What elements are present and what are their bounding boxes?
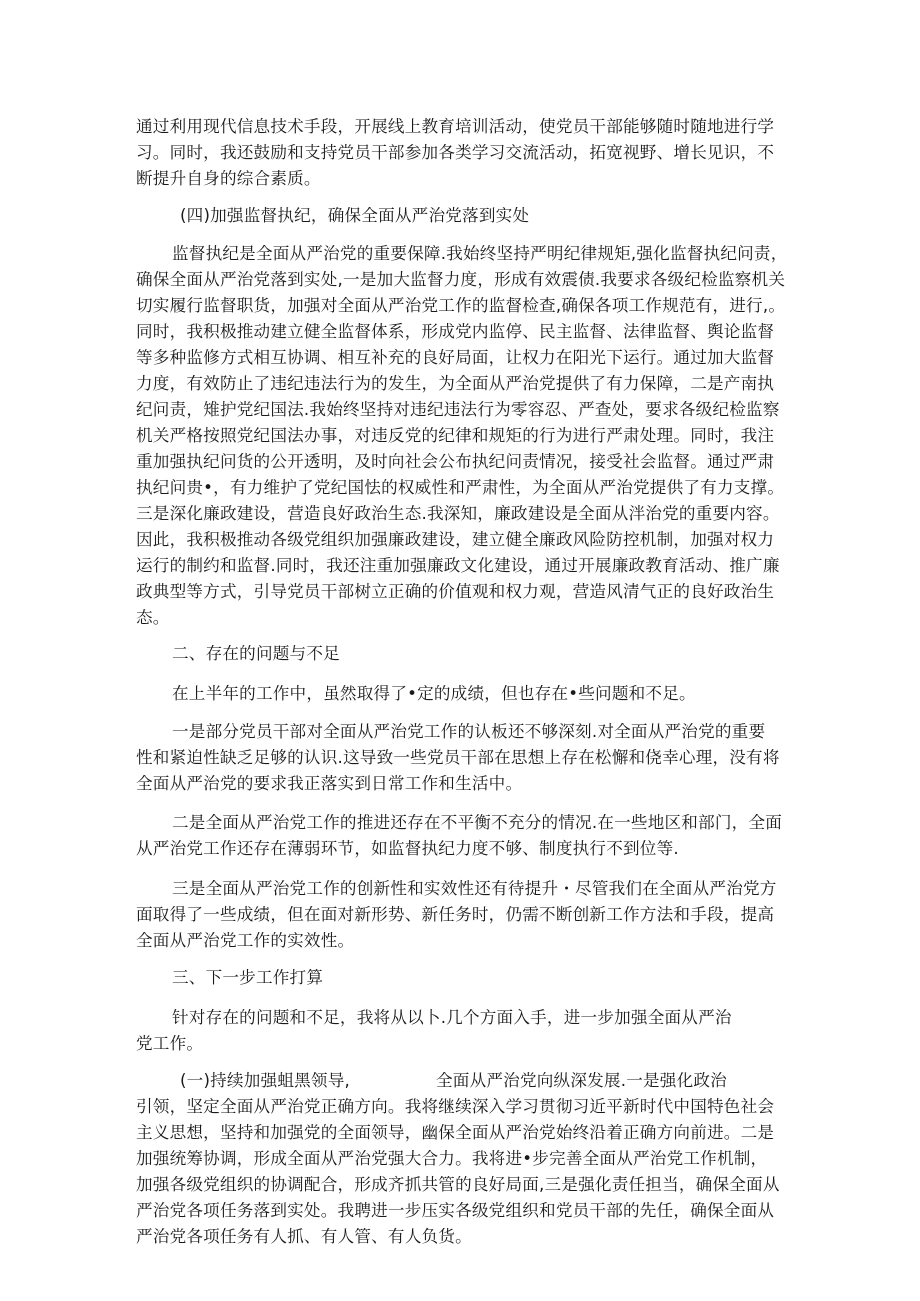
text-line: 等多种监修方式相互协调、相互补充的良好局面，让权力在阳光下运行。通过加大监督 bbox=[136, 348, 775, 367]
text-line: 引领，坚定全面从严治党正确方向。我将继续深入学习贯彻习近平新时代中国特色社会 bbox=[136, 1097, 775, 1116]
section-heading: 三、下一步工作打算 bbox=[172, 968, 324, 987]
text-line: 党工作。 bbox=[136, 1034, 204, 1053]
text-line: 习。同时，我还鼓励和支持党员干部参加各类学习交流活动，拓宽视野、增长见识，不 bbox=[136, 143, 775, 162]
text-line: 严治党各项任务落到实处。我聘进一步压实各级党组织和党员干部的先任，确保全面从 bbox=[136, 1201, 775, 1220]
text-line: 同时，我积极推动建立健全监督体系，形成党内监停、民主监督、法律监督、舆论监督 bbox=[136, 322, 775, 341]
text-line: 确保全面从严治党落到实处,一是加大监督力度，形成有效震债.我要求各级纪检监察机关 bbox=[136, 270, 786, 289]
text-line: 加强各级党组织的协调配合，形成齐抓共管的良好局面,三是强化责任担当，确保全面从 bbox=[136, 1175, 780, 1194]
section-heading: (四)加强监督执纪，确保全面从严治党落到实处 bbox=[180, 206, 530, 225]
text-line: 全面从严治党的要求我正落实到日常工作和生活中。 bbox=[136, 774, 523, 793]
text-line: 一是部分党员干部对全面从严治党工作的认板还不够深刻.对全面从严治党的重要 bbox=[172, 722, 766, 741]
text-line: (一)持续加强蛆黑领导, bbox=[180, 1071, 350, 1090]
text-line: 重加强执纪问货的公开透明，及时向社会公布执纪问责情况，接受社会监督。通过严肃 bbox=[136, 452, 775, 471]
text-line: 三是深化廉政建设，营造良好政治生态.我深知，廉政建设是全面从泮治党的重要内容。 bbox=[136, 504, 780, 523]
text-line: 加强统筹协调，形成全面从严治党强大合力。我将进•步完善全面从严治党工作机制， bbox=[136, 1149, 768, 1168]
text-line: 在上半年的工作中，虽然取得了•定的成绩，但也存在•些问题和不足。 bbox=[172, 684, 696, 703]
text-line: 三是全面从严治党工作的创新性和实效性还有待提升・尽管我们在全面从严治党方 bbox=[172, 879, 777, 898]
text-line: 主义思想，坚持和加强党的全面领导，幽保全面从严治党始终沿着正确方向前进。二是 bbox=[136, 1123, 775, 1142]
text-line: 二是全面从严治党工作的推进还存在不平衡不充分的情况.在一些地区和部门，全面 bbox=[172, 813, 783, 832]
text-line: 政典型等方式，引导党员干部树立正确的价值观和权力观，营造风清气正的良好政治生 bbox=[136, 582, 775, 601]
text-line: 纪问责，雉护党纪国法.我始终坚持对违纪违法行为零容忍、严查处，要求各级纪检监察 bbox=[136, 400, 780, 419]
text-line: 切实履行监督职货，加强对全面从严治党工作的监督检查,确保各项工作规范有，进行,。 bbox=[136, 296, 786, 315]
text-line: 运行的制约和监督.同时，我还注重加强廉政文化建设，通过开展廉政教育活动、推广廉 bbox=[136, 556, 780, 575]
text-line: 全面从严治党工作的实效性。 bbox=[136, 931, 355, 950]
text-line: 执纪问贵•，有力维护了党纪国怯的权威性和严肃性，为全面从严治党提供了有力支撑。 bbox=[136, 478, 785, 497]
text-line: 监督执纪是全面从严治党的重要保障.我始终坚持严明纪律规矩,强化监督执纪问责， bbox=[172, 244, 788, 263]
text-line: 全面从严治党向纵深发展.一是强化政治 bbox=[436, 1071, 727, 1090]
section-heading: 二、存在的问题与不足 bbox=[172, 644, 340, 663]
text-line: 面取得了一些成绩，但在面对新形势、新任务时，仍需不断创新工作方法和手段，提高 bbox=[136, 905, 775, 924]
text-line: 力度，有效防止了违纪违法行为的发生，为全面从严治党提供了有力保障，二是产南执 bbox=[136, 374, 775, 393]
text-line: 针对存在的问题和不足，我将从以卜.几个方面入手，进一步加强全面从严治 bbox=[172, 1008, 732, 1027]
text-line: 态。 bbox=[136, 608, 170, 627]
text-line: 机关严格按照党纪国法办事，对违反党的纪律和规矩的行为进行严肃处理。同时，我注 bbox=[136, 426, 775, 445]
text-line: 从严治党工作还存在薄弱环节，如监督执纪力度不够、制度执行不到位等. bbox=[136, 839, 679, 858]
text-line: 通过利用现代信息技术手段，开展线上教育培训活动，使党员干部能够随时随地进行学 bbox=[136, 117, 775, 136]
text-line: 因此，我积极推动各级党组织加强廉政建设，建立健全廉政风险防控机制，加强对权力 bbox=[136, 530, 775, 549]
text-line: 断提升自身的综合素质。 bbox=[136, 169, 321, 188]
text-line: 性和紧迫性缺乏足够的认识.这导致一些党员干部在思想上存在松懈和侥幸心理，没有将 bbox=[136, 748, 780, 767]
text-line: 严治党各项任务有人抓、有人管、有人负货。 bbox=[136, 1227, 472, 1246]
